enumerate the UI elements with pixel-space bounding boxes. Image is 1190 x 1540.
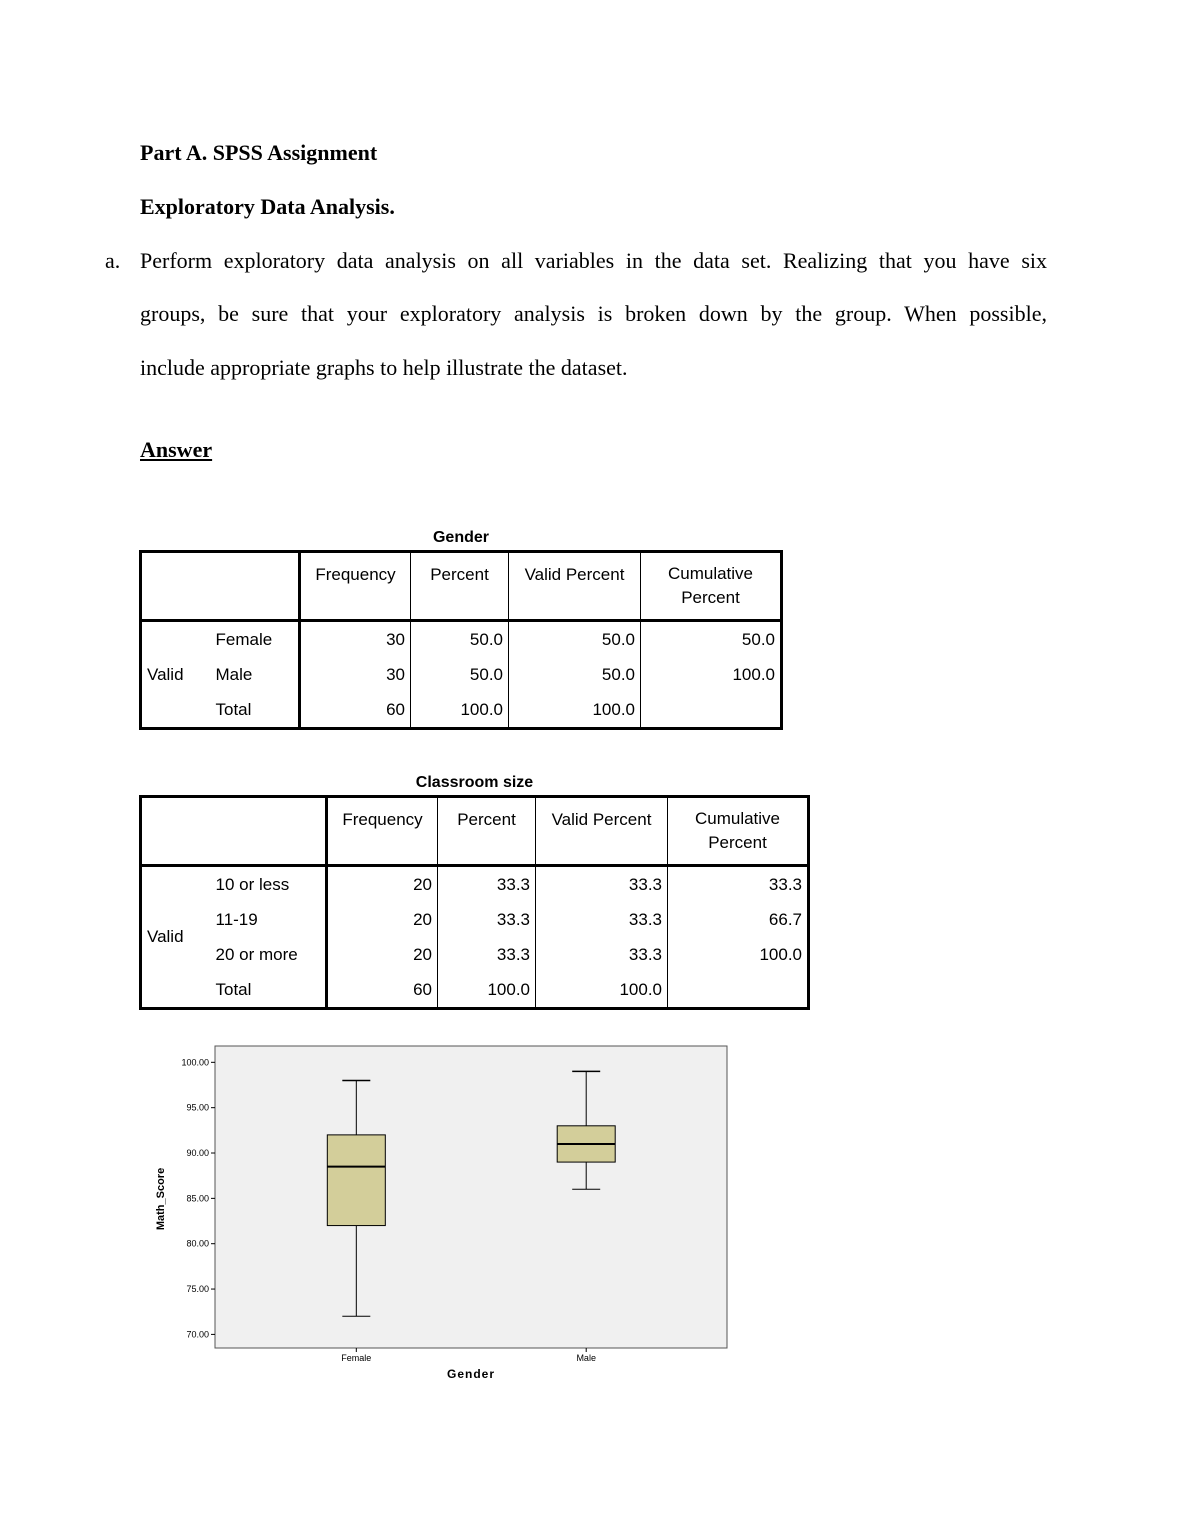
y-tick-label: 75.00 [186,1284,209,1295]
cell-valid-percent: 50.0 [509,657,641,692]
y-axis-label: Math_Score [155,1167,167,1231]
cell-percent: 100.0 [411,692,509,729]
question-line-1: Perform exploratory data analysis on all variables in the data set. Realizing that you have six [140,248,1047,273]
cell-percent: 33.3 [438,866,536,903]
y-tick-label: 95.00 [186,1102,209,1113]
cell-valid-percent: 100.0 [536,972,668,1009]
question-marker: a. [105,248,121,273]
row-label: 20 or more [211,937,327,972]
cell-cumulative [668,972,809,1009]
header-percent: Percent [438,797,536,866]
header-blank [141,797,327,866]
y-tick-label: 70.00 [186,1329,209,1340]
cell-frequency: 30 [300,657,411,692]
y-tick-label: 100.00 [181,1057,209,1068]
header-valid-percent: Valid Percent [509,552,641,621]
cell-frequency: 30 [300,621,411,658]
x-tick-label: Male [576,1353,596,1363]
gender-frequency-table [139,550,783,730]
y-tick-label: 80.00 [186,1238,209,1249]
plot-area [215,1046,727,1348]
x-axis-label: Gender [446,1367,496,1381]
row-label: Female [211,621,300,658]
cell-percent: 100.0 [438,972,536,1009]
cell-percent: 33.3 [438,937,536,972]
cell-frequency: 20 [327,902,438,937]
row-label: 10 or less [211,866,327,903]
cell-percent: 50.0 [411,621,509,658]
box-female [327,1135,385,1226]
math-score-boxplot [150,1040,750,1390]
header-valid-percent: Valid Percent [536,797,668,866]
header-frequency: Frequency [300,552,411,621]
cell-cumulative: 33.3 [768,874,802,894]
cell-cumulative: 66.7 [768,909,802,929]
answer-label: Answer [140,437,213,462]
cell-valid-percent: 50.0 [509,621,641,658]
x-tick-label: Female [341,1353,372,1363]
row-group-label: Valid [147,927,184,946]
row-label: Total [211,692,300,729]
cell-cumulative [641,692,782,729]
y-tick-label: 85.00 [186,1193,209,1204]
row-label: 11-19 [211,902,327,937]
question-line-2: groups, be sure that your exploratory analysis is broken down by the group. When possible, [140,301,1047,326]
header-cumulative: Cumulative [667,564,754,583]
cell-frequency: 20 [327,937,438,972]
section-heading: Exploratory Data Analysis. [140,194,395,219]
cell-frequency: 60 [300,692,411,729]
cell-valid-percent: 33.3 [536,937,668,972]
cell-valid-percent: 33.3 [536,866,668,903]
cell-percent: 33.3 [438,902,536,937]
cell-frequency: 20 [327,866,438,903]
cell-percent: 50.0 [411,657,509,692]
cell-valid-percent: 33.3 [536,902,668,937]
header-percent: Percent [411,552,509,621]
row-group-label: Valid [147,664,184,684]
header-blank [141,552,300,621]
classroom-table-title: Classroom size [415,774,534,791]
cell-valid-percent: 100.0 [509,692,641,729]
classroom-frequency-table [139,795,810,1010]
cell-frequency: 60 [327,972,438,1009]
y-tick-label: 90.00 [186,1148,209,1159]
header-cumulative: Cumulative [694,809,781,828]
part-heading: Part A. SPSS Assignment [140,140,378,165]
boxplot-svg [150,1040,750,1390]
cell-cumulative: 100.0 [759,944,802,964]
cell-cumulative: 100.0 [732,664,775,684]
question-line-3: include appropriate graphs to help illustrate the dataset. [140,355,628,380]
gender-table-title: Gender [432,529,489,546]
row-label: Total [211,972,327,1009]
header-cumulative-percent: Percent [641,586,782,621]
row-label: Male [211,657,300,692]
header-cumulative-percent: Percent [668,831,809,866]
header-frequency: Frequency [327,797,438,866]
cell-cumulative: 50.0 [741,629,775,649]
